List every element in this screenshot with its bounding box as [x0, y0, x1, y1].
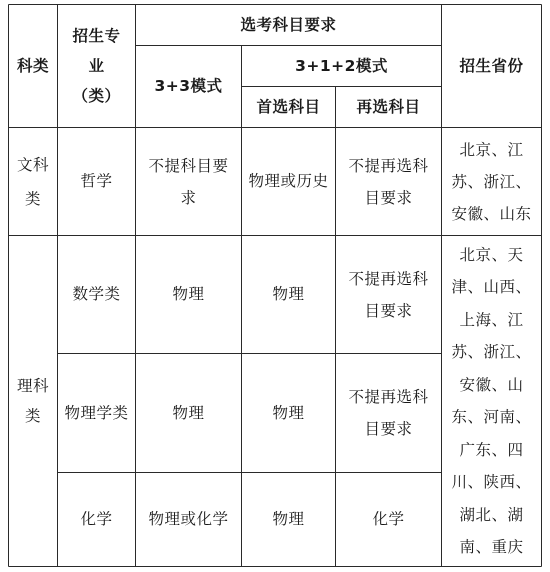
- row-chemistry-mode-33-text: 物理或化学: [148, 510, 229, 528]
- header-category: [9, 5, 57, 127]
- header-mode-33: [136, 46, 241, 127]
- row-liberal-provinces-line-3: 安徽、山东: [451, 204, 532, 223]
- header-mode-312: [242, 46, 441, 86]
- row-liberal-first-choice-text: 物理或历史: [248, 172, 329, 190]
- header-category-text: 科类: [16, 56, 49, 75]
- row-liberal-mode-33-line-2: 求: [180, 188, 197, 207]
- row-math-second-choice-line-2: 目要求: [364, 301, 413, 320]
- row-physics-second-choice-line-1: 不提再选科: [348, 388, 429, 406]
- header-major: [58, 5, 135, 127]
- header-provinces-text: 招生省份: [459, 56, 524, 75]
- header-second-choice: [336, 87, 441, 127]
- row-liberal-mode-33: [136, 128, 241, 235]
- row-chemistry-major-text: 化学: [80, 510, 113, 528]
- row-math-second-choice: [336, 236, 441, 353]
- row-physics-second-choice: [336, 354, 441, 472]
- header-subject-requirements-text: 选考科目要求: [240, 15, 337, 34]
- row-physics-second-choice-line-2: 目要求: [364, 420, 413, 438]
- row-science-category-line-2: 类: [24, 407, 41, 425]
- row-science-provinces-line-2: 津、山西、: [451, 278, 532, 296]
- header-first-choice-text: 首选科目: [256, 97, 321, 116]
- row-science-category: [9, 236, 57, 566]
- row-math-mode-33: [136, 236, 241, 353]
- row-physics-mode-33: [136, 354, 241, 472]
- header-subject-requirements: [136, 5, 441, 45]
- header-provinces: [442, 5, 541, 127]
- row-science-provinces-line-9: 湖北、湖: [459, 505, 524, 524]
- row-liberal-major: [58, 128, 135, 235]
- row-liberal-category: [9, 128, 57, 235]
- header-major-line-1: 招生专: [72, 27, 121, 45]
- row-science-provinces: [442, 236, 541, 566]
- row-liberal-second-choice: [336, 128, 441, 235]
- header-mode-312-text: 3+1+2模式: [295, 56, 388, 75]
- row-math-major-text: 数学类: [72, 285, 121, 303]
- row-physics-mode-33-text: 物理: [172, 403, 205, 422]
- row-science-category-line-1: 理科: [16, 377, 49, 395]
- row-chemistry-second-choice-text: 化学: [372, 510, 405, 528]
- row-chemistry-major: [58, 473, 135, 566]
- row-chemistry-mode-33: [136, 473, 241, 566]
- header-major-line-2: 业: [88, 57, 105, 75]
- row-chemistry-first-choice: [242, 473, 335, 566]
- row-science-provinces-line-1: 北京、天: [459, 245, 524, 264]
- row-liberal-second-choice-line-1: 不提再选科: [348, 156, 429, 175]
- row-liberal-provinces-line-1: 北京、江: [459, 140, 524, 159]
- row-physics-first-choice-text: 物理: [272, 403, 305, 422]
- header-mode-33-text: 3+3模式: [154, 77, 223, 95]
- row-science-provinces-line-4: 苏、浙江、: [451, 343, 532, 361]
- row-science-provinces-line-5: 安徽、山: [459, 375, 524, 394]
- row-liberal-category-line-1: 文科: [16, 155, 49, 174]
- row-math-mode-33-text: 物理: [172, 285, 205, 303]
- row-math-second-choice-line-1: 不提再选科: [348, 269, 429, 288]
- row-math-first-choice: [242, 236, 335, 353]
- row-liberal-category-line-2: 类: [24, 189, 41, 208]
- header-second-choice-text: 再选科目: [356, 97, 421, 116]
- row-liberal-provinces: [442, 128, 541, 235]
- header-first-choice: [242, 87, 335, 127]
- row-physics-major-text: 物理学类: [64, 403, 129, 422]
- row-math-first-choice-text: 物理: [272, 285, 305, 303]
- row-math-major: [58, 236, 135, 353]
- row-liberal-mode-33-line-1: 不提科目要: [148, 156, 229, 175]
- row-liberal-provinces-line-2: 苏、浙江、: [451, 172, 532, 191]
- row-science-provinces-line-10: 南、重庆: [459, 538, 524, 556]
- row-chemistry-first-choice-text: 物理: [272, 510, 305, 528]
- row-science-provinces-line-6: 东、河南、: [451, 408, 532, 426]
- row-science-provinces-line-8: 川、陕西、: [451, 473, 532, 491]
- row-liberal-second-choice-line-2: 目要求: [364, 188, 413, 207]
- row-liberal-major-text: 哲学: [80, 172, 113, 190]
- row-science-provinces-line-7: 广东、四: [459, 440, 524, 459]
- row-liberal-first-choice: [242, 128, 335, 235]
- row-physics-major: [58, 354, 135, 472]
- row-physics-first-choice: [242, 354, 335, 472]
- header-major-line-3: （类）: [72, 87, 121, 105]
- row-science-provinces-line-3: 上海、江: [459, 310, 524, 329]
- row-chemistry-second-choice: [336, 473, 441, 566]
